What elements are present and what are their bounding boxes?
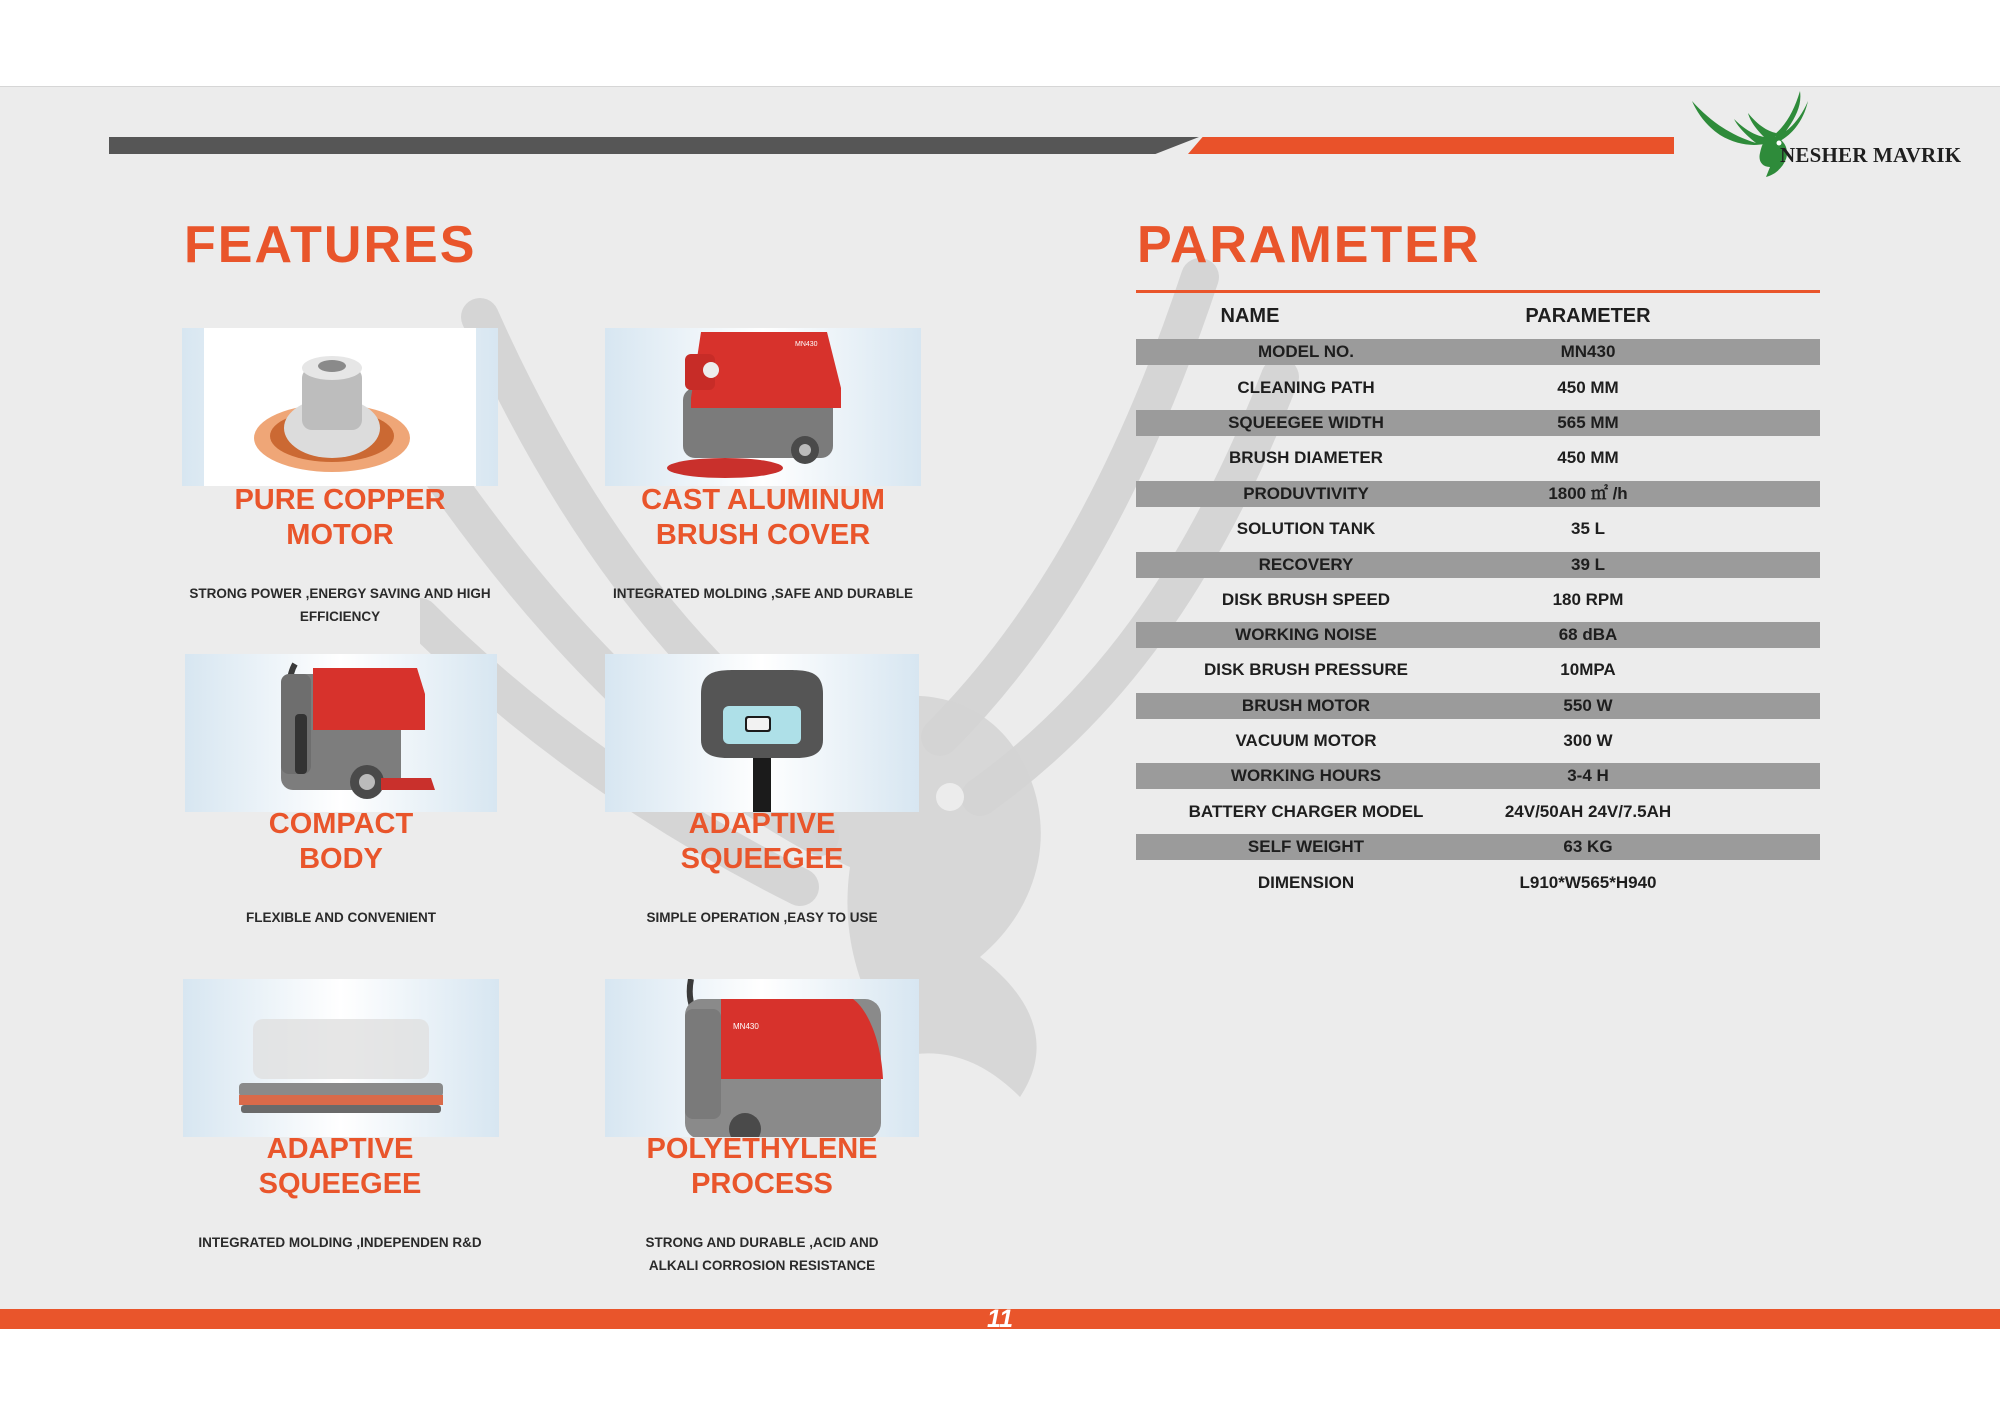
table-header-parameter: PARAMETER xyxy=(1525,305,1651,327)
table-row xyxy=(1136,834,1820,860)
param-value: 10MPA xyxy=(1560,660,1616,679)
feature-title-line: MOTOR xyxy=(286,519,394,551)
param-value: 550 W xyxy=(1563,696,1613,715)
table-row xyxy=(1136,693,1820,719)
table-row xyxy=(1136,516,1820,542)
feature-description-line: STRONG POWER ,ENERGY SAVING AND HIGH xyxy=(189,586,491,601)
param-value: MN430 xyxy=(1560,342,1616,361)
feature-description xyxy=(592,1231,932,1277)
feature-title-line: SQUEEGEE xyxy=(680,843,844,875)
table-row xyxy=(1136,657,1820,683)
param-name: BRUSH MOTOR xyxy=(1241,696,1371,715)
feature-title-line: BODY xyxy=(299,843,383,875)
param-name: RECOVERY xyxy=(1258,555,1354,574)
feature-title-line: ADAPTIVE xyxy=(688,808,836,840)
param-name: PRODUVTIVITY xyxy=(1243,484,1369,503)
param-name: WORKING NOISE xyxy=(1235,625,1377,644)
param-value: 68 dBA xyxy=(1558,625,1618,644)
table-row xyxy=(1136,728,1820,754)
feature-description-line: ALKALI CORROSION RESISTANCE xyxy=(648,1258,876,1273)
brochure-page xyxy=(0,86,2000,1329)
table-row xyxy=(1136,481,1820,507)
feature-image-compact-body xyxy=(185,654,497,812)
feature-title-line: POLYETHYLENE xyxy=(646,1133,878,1165)
param-name: MODEL NO. xyxy=(1257,342,1355,361)
features-heading: FEATURES xyxy=(184,216,477,274)
param-name: BRUSH DIAMETER xyxy=(1229,448,1383,467)
param-value: 450 MM xyxy=(1557,448,1619,467)
param-value: 63 KG xyxy=(1563,837,1613,856)
param-name: BATTERY CHARGER MODEL xyxy=(1188,802,1424,821)
feature-description xyxy=(592,906,932,929)
feature-title-line: CAST ALUMINUM xyxy=(641,484,885,516)
feature-image-copper-motor xyxy=(182,328,498,486)
feature-description xyxy=(170,1231,510,1254)
parameter-heading: PARAMETER xyxy=(1137,216,1481,274)
feature-title-line: SQUEEGEE xyxy=(258,1168,422,1200)
parameter-divider xyxy=(1136,290,1820,293)
param-value: L910*W565*H940 xyxy=(1519,873,1657,892)
param-value: 24V/50AH 24V/7.5AH xyxy=(1504,802,1672,821)
feature-title-line: ADAPTIVE xyxy=(266,1133,414,1165)
product-label-text: MN430 xyxy=(733,1022,759,1031)
feature-title xyxy=(171,807,511,877)
table-row xyxy=(1136,552,1820,578)
feature-description-line: EFFICIENCY xyxy=(299,609,381,624)
param-name: WORKING HOURS xyxy=(1230,766,1382,785)
page-number: 11 xyxy=(987,1305,1013,1329)
feature-title-line: COMPACT xyxy=(268,808,414,840)
param-value: 35 L xyxy=(1570,519,1606,538)
scrubber-icon xyxy=(605,328,921,486)
product-label-text: MN430 xyxy=(795,341,818,348)
param-name: DISK BRUSH SPEED xyxy=(1221,590,1391,609)
feature-title xyxy=(170,1132,510,1202)
param-name: DIMENSION xyxy=(1257,873,1355,892)
param-name: SQUEEGEE WIDTH xyxy=(1228,413,1384,432)
feature-title-line: PROCESS xyxy=(691,1168,833,1200)
feature-description-line: INTEGRATED MOLDING ,INDEPENDEN R&D xyxy=(198,1235,482,1250)
feature-description xyxy=(593,582,933,605)
param-name: CLEANING PATH xyxy=(1237,378,1375,397)
param-value: 300 W xyxy=(1563,731,1613,750)
param-value: 565 MM xyxy=(1557,413,1619,432)
scrubber-body-icon xyxy=(605,979,919,1137)
param-name: SELF WEIGHT xyxy=(1247,837,1365,856)
feature-title xyxy=(592,1132,932,1202)
header-bar-gray xyxy=(109,137,1199,154)
table-row xyxy=(1136,622,1820,648)
copper-motor-icon xyxy=(182,328,498,486)
param-value: 450 MM xyxy=(1557,378,1619,397)
feature-image-handle xyxy=(605,654,919,812)
param-value: 39 L xyxy=(1570,555,1606,574)
feature-description-line: INTEGRATED MOLDING ,SAFE AND DURABLE xyxy=(613,586,913,601)
table-row xyxy=(1136,410,1820,436)
feature-title xyxy=(593,483,933,553)
scrubber-side-icon xyxy=(185,654,497,812)
table-header-name: NAME xyxy=(1220,305,1280,327)
control-panel-icon xyxy=(605,654,919,812)
feature-title-line: BRUSH COVER xyxy=(655,519,871,551)
table-row xyxy=(1136,763,1820,789)
feature-image-brush-cover xyxy=(605,328,921,486)
header-bar-orange xyxy=(1188,137,1674,154)
param-name: VACUUM MOTOR xyxy=(1235,731,1377,750)
feature-description xyxy=(171,906,511,929)
feature-image-squeegee xyxy=(183,979,499,1137)
table-row xyxy=(1136,375,1820,401)
feature-description-line: FLEXIBLE AND CONVENIENT xyxy=(245,910,436,925)
param-value: 1800 ㎡ /h xyxy=(1548,484,1628,503)
feature-description-line: STRONG AND DURABLE ,ACID AND xyxy=(645,1235,879,1250)
feature-description-line: SIMPLE OPERATION ,EASY TO USE xyxy=(646,910,878,925)
table-row xyxy=(1136,339,1820,365)
feature-title xyxy=(592,807,932,877)
feature-description xyxy=(170,582,510,628)
table-row xyxy=(1136,445,1820,471)
table-row xyxy=(1136,799,1820,825)
table-row xyxy=(1136,587,1820,613)
param-name: DISK BRUSH PRESSURE xyxy=(1203,660,1409,679)
param-value: 180 RPM xyxy=(1552,590,1624,609)
feature-title xyxy=(170,483,510,553)
feature-title-line: PURE COPPER xyxy=(234,484,446,516)
feature-image-polyethylene xyxy=(605,979,919,1137)
param-name: SOLUTION TANK xyxy=(1236,519,1376,538)
table-row xyxy=(1136,870,1820,896)
param-value: 3-4 H xyxy=(1567,766,1609,785)
squeegee-icon xyxy=(183,979,499,1137)
brand-name: NESHER MAVRIK xyxy=(1780,143,1962,167)
